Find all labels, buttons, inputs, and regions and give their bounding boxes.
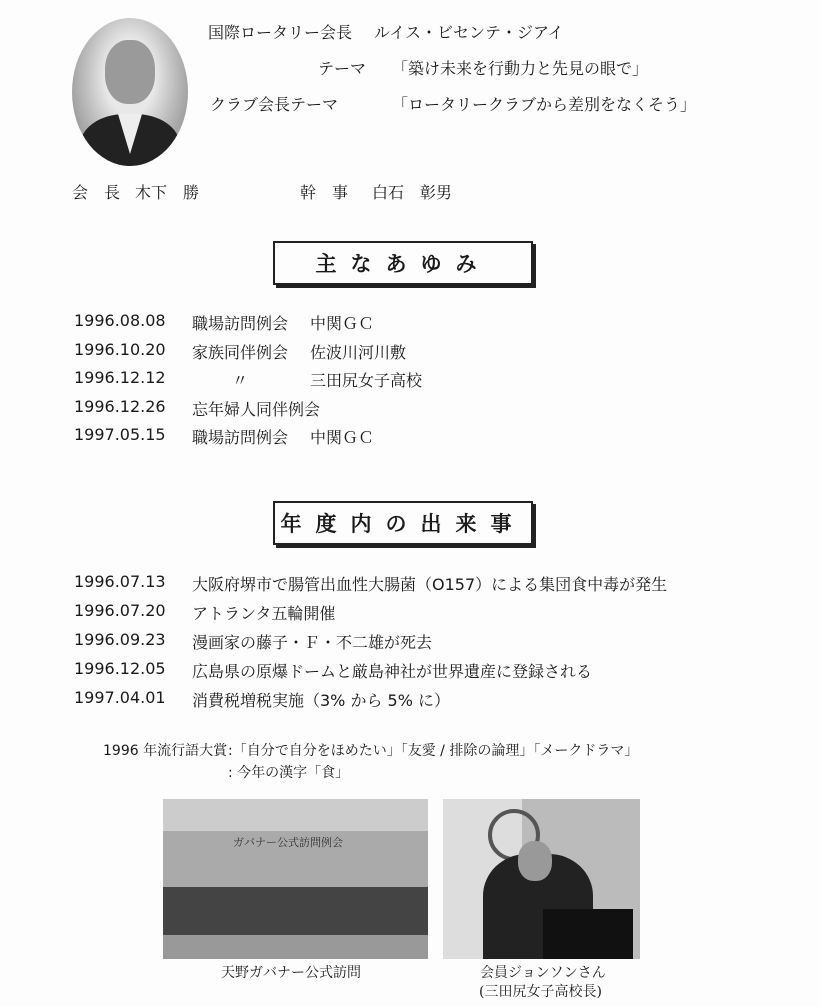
ri-president-label: 国際ロータリー会長 (208, 23, 353, 42)
photo-caption-2: 会員ジョンソンさん (480, 965, 606, 981)
event-date: 1997.04.01 (74, 688, 166, 707)
photo-caption-2-sub: (三田尻女子高校長) (479, 984, 602, 1000)
history-date: 1996.10.20 (74, 339, 166, 359)
secretary-name: 白石 彰男 (372, 183, 453, 202)
history-place: 佐波川河川敷 (310, 342, 407, 362)
event-date: 1996.07.13 (74, 572, 166, 591)
history-event: 職場訪問例会 (192, 428, 289, 448)
president-name: 木下 勝 (135, 183, 200, 202)
theme-label: テーマ (318, 59, 367, 78)
event-date: 1996.12.05 (74, 659, 166, 678)
event-date: 1996.09.23 (74, 630, 166, 649)
buzzword-line2: : 今年の漢字「食」 (228, 765, 350, 781)
history-place: 中関ＧＣ (310, 428, 375, 448)
buzzword-label: 1996 年流行語大賞 (103, 743, 228, 759)
history-place: 中関ＧＣ (310, 314, 375, 333)
event-text: 大阪府堺市で腸管出血性大腸菌（O157）による集団食中毒が発生 (192, 575, 668, 594)
ri-president-name: ルイス・ビセンテ・ジアイ (374, 23, 564, 42)
history-date: 1996.08.08 (74, 311, 166, 330)
president-label: 会 長 (72, 183, 121, 202)
club-theme-label: クラブ会長テーマ (210, 95, 339, 114)
theme-value: 「築け未来を行動力と先見の眼で」 (392, 59, 649, 78)
events-title: 年度内の出来事 (273, 501, 533, 545)
history-date: 1997.05.15 (74, 425, 166, 445)
governor-visit-photo (163, 799, 428, 959)
history-date: 1996.12.26 (74, 396, 166, 416)
history-title: 主なあゆみ (273, 241, 533, 285)
johnson-photo (443, 799, 640, 959)
history-event: 家族同伴例会 (192, 342, 289, 362)
event-text: 広島県の原爆ドームと厳島神社が世界遺産に登録される (192, 662, 593, 681)
history-event: 職場訪問例会 (192, 314, 289, 333)
secretary-label: 幹 事 (300, 183, 349, 202)
event-date: 1996.07.20 (74, 601, 166, 620)
history-event: 〃 (232, 371, 249, 391)
event-text: 消費税増税実施（3% から 5% に） (192, 691, 451, 710)
photo-banner: ガバナー公式訪問例会 (233, 836, 343, 849)
president-portrait (72, 18, 188, 166)
event-text: アトランタ五輪開催 (192, 604, 336, 623)
history-place: 三田尻女子高校 (310, 371, 423, 391)
photo-caption-1: 天野ガバナー公式訪問 (221, 965, 361, 981)
history-event: 忘年婦人同伴例会 (192, 399, 321, 419)
buzzword-line1: :「自分で自分をほめたい」「友愛 / 排除の論理」「メークドラマ」 (228, 743, 639, 759)
event-text: 漫画家の藤子・Ｆ・不二雄が死去 (192, 633, 433, 652)
club-theme-value: 「ロータリークラブから差別をなくそう」 (392, 95, 697, 114)
history-date: 1996.12.12 (74, 368, 166, 388)
